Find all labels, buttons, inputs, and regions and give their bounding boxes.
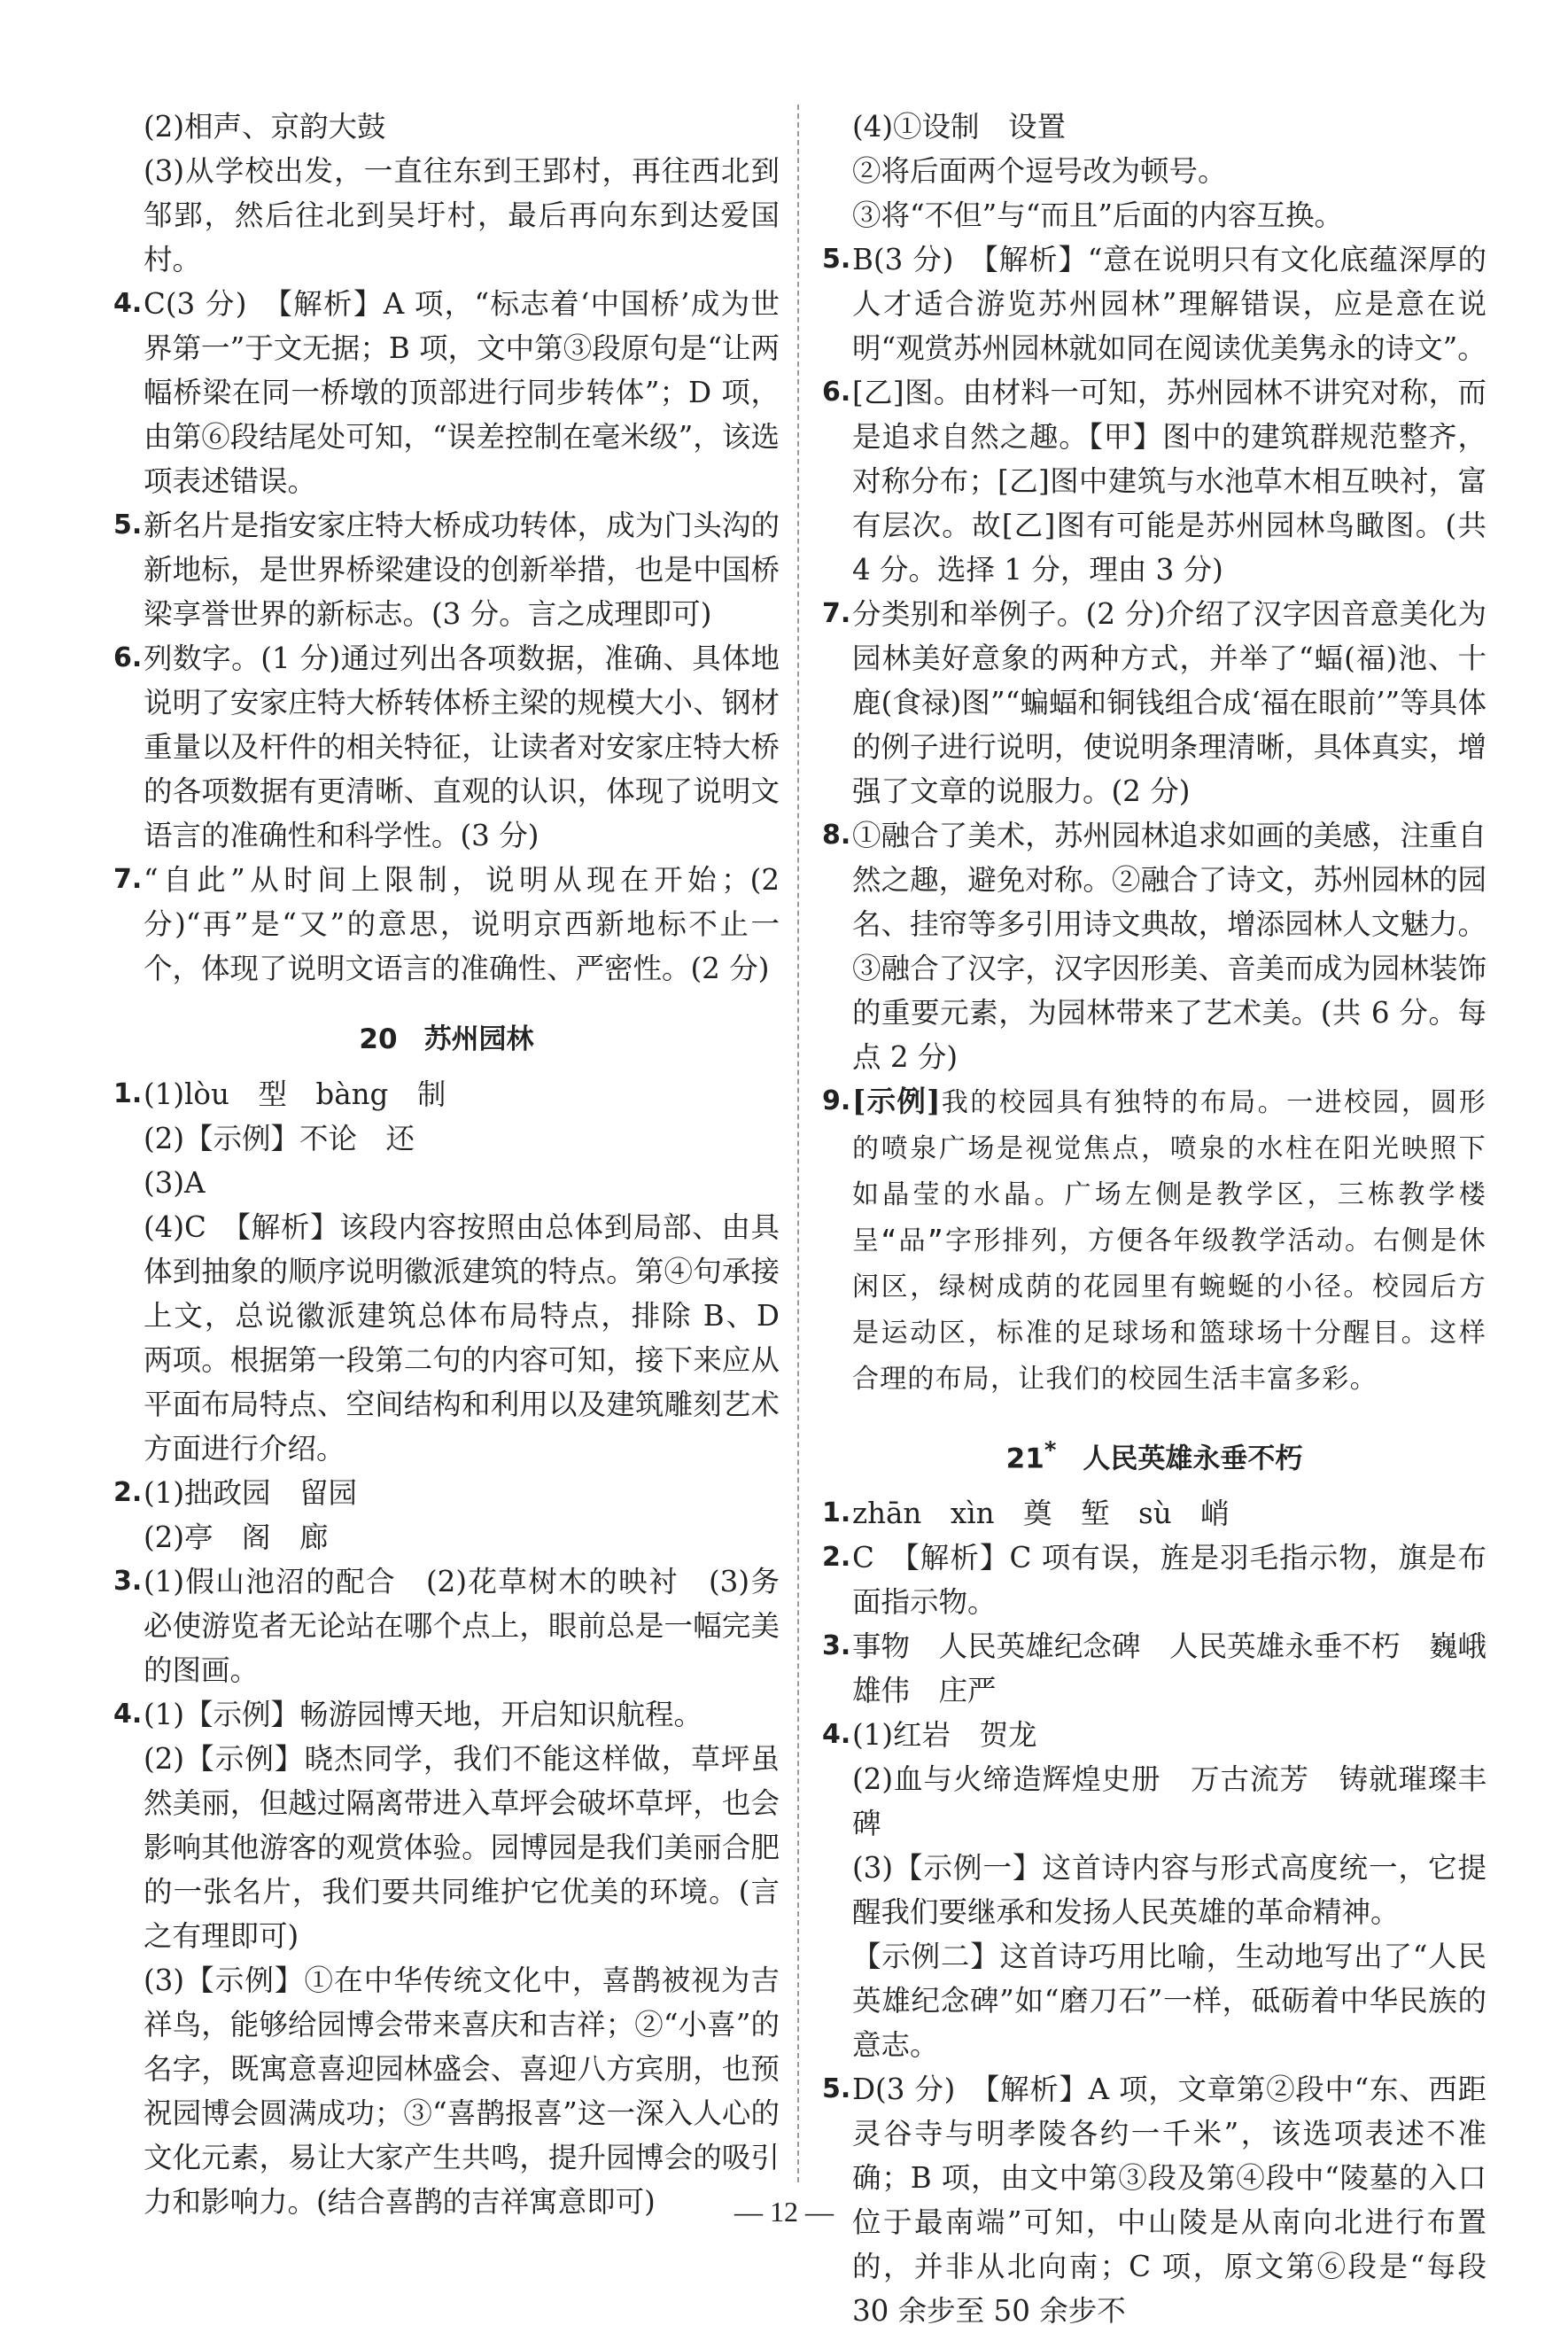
- answer-number: 8.: [822, 820, 851, 851]
- section-title-20: [113, 1017, 780, 1062]
- s19-q-tail: [113, 105, 780, 282]
- answer-number: 2.: [822, 1542, 851, 1574]
- s20-answer-3: [113, 1559, 780, 1692]
- s20-answer-7: [822, 592, 1486, 813]
- s21-answer-1: [822, 1491, 1486, 1536]
- s19-answer-4: [113, 282, 780, 503]
- answer-number: 7.: [113, 864, 143, 895]
- section-title-21: [822, 1428, 1486, 1481]
- s21-answer-2: [822, 1536, 1486, 1624]
- answer-line: (1)红岩 贺龙: [852, 1718, 1037, 1753]
- answer-line: ②将后面两个逗号改为顿号。: [852, 154, 1227, 188]
- s20-answer-6: [822, 370, 1486, 592]
- s19-tail-line-1: (2)相声、京韵大鼓: [144, 110, 386, 144]
- section-name: 苏州园林: [423, 1023, 534, 1055]
- answer-number: 5.: [822, 2073, 851, 2105]
- answer-line: (2)【示例】晓杰同学，我们不能这样做，草坪虽然美丽，但越过隔离带进入草坪会破坏草坪，也会影响其他游客的观赏体验。园博园是我们美丽合肥的一张名片，我们要共同维护它优美的环境。(言之有理即可): [144, 1742, 780, 1953]
- answer-text: 新名片是指安家庄特大桥成功转体，成为门头沟的新地标，是世界桥梁建设的创新举措，也是中国桥梁享誉世界的新标志。(3 分。言之成理即可): [144, 509, 780, 631]
- column-divider: [797, 105, 799, 2182]
- answer-number: 6.: [822, 377, 851, 408]
- answer-line: (3)A: [144, 1166, 206, 1200]
- answer-line: 【示例二】这首诗巧用比喻，生动地写出了“人民英雄纪念碑”如“磨刀石”一样，砥砺着中华民族的意志。: [852, 1940, 1486, 2063]
- answer-line: (3)【示例】①在中华传统文化中，喜鹊被视为吉祥鸟，能够给园博会带来喜庆和吉祥；②“小喜”的名字，既寓意喜迎园林盛会、喜迎八方宾朋，也预祝园博会圆满成功；③“喜鹊报喜”这一深入人心的文化元素，易让大家产生共鸣，提升园博会的吸引力和影响力。(结合喜鹊的吉祥寓意即可): [144, 1964, 780, 2219]
- answer-line: (4)①设制 设置: [852, 110, 1067, 144]
- section-number: 21: [1005, 1443, 1044, 1475]
- answer-number: 1.: [822, 1497, 851, 1529]
- answer-line: C 【解析】C 项有误，旌是羽毛指示物，旗是布面指示物。: [852, 1541, 1486, 1620]
- section-star: *: [1044, 1437, 1057, 1464]
- answer-text: ①融合了美术，苏州园林追求如画的美感，注重自然之趣，避免对称。②融合了诗文，苏州园林的园名、挂帘等多引用诗文典故，增添园林人文魅力。③融合了汉字，汉字因形美、音美而成为园林装饰的重要元素，为园林带来了艺术美。(共 6 分。每点 2 分): [852, 819, 1486, 1074]
- answer-number: 5.: [113, 509, 143, 540]
- answer-line: (2)亭 阁 廊: [144, 1520, 329, 1554]
- answer-number: 3.: [822, 1630, 851, 1662]
- answer-line: (2)【示例】不论 还: [144, 1122, 415, 1155]
- answer-number: 1.: [113, 1078, 143, 1109]
- answer-line: (4)C 【解析】该段内容按照由总体到局部、由具体到抽象的顺序说明徽派建筑的特点。第④句承接上文，总说徽派建筑总体布局特点，排除 B、D 两项。根据第一段第二句的内容可知，接下来应从平面布局特点、空间结构和利用以及建筑雕刻艺术方面进行介绍。: [144, 1210, 780, 1466]
- right-column: [822, 105, 1486, 2333]
- answer-number: 5.: [822, 244, 851, 275]
- answer-line: (2)血与火缔造辉煌史册 万古流芳 铸就璀璨丰碑: [852, 1762, 1486, 1841]
- answer-text: [乙]图。由材料一可知，苏州园林不讲究对称，而是追求自然之趣。【甲】图中的建筑群规范整齐，对称分布；[乙]图中建筑与水池草木相互映衬，富有层次。故[乙]图有可能是苏州园林鸟瞰图。(共 4 分。选择 1 分，理由 3 分): [852, 376, 1486, 587]
- s20-answer-9: [822, 1079, 1486, 1402]
- section-name: 人民英雄永垂不朽: [1083, 1443, 1303, 1475]
- answer-line: (1)lòu 型 bàng 制: [144, 1077, 446, 1111]
- answer-number: 3.: [113, 1566, 143, 1597]
- answer-text: 列数字。(1 分)通过列出各项数据，准确、具体地说明了安家庄特大桥转体桥主梁的规模大小、钢材重量以及杆件的相关特征，让读者对安家庄特大桥的各项数据有更清晰、直观的认识，体现了说明文语言的准确性和科学性。(3 分): [144, 642, 780, 852]
- s21-answer-4: [822, 1713, 1486, 2067]
- page-number: — 12 —: [734, 2196, 834, 2228]
- answer-number: 4.: [113, 1699, 143, 1730]
- answer-line: zhān xìn 奠 堑 sù 峭: [852, 1497, 1230, 1531]
- s20-answer-4: [113, 1692, 780, 2224]
- s20-answer-1: [113, 1072, 780, 1471]
- sample-tag: [示例]: [852, 1084, 941, 1118]
- answer-line: (1)拙政园 留园: [144, 1476, 358, 1510]
- answer-text: B(3 分) 【解析】“意在说明只有文化底蕴深厚的人才适合游览苏州园林”理解错误，应是意在说明“观赏苏州园林就如同在阅读优美隽永的诗文”。: [852, 243, 1486, 365]
- answer-line: (1)【示例】畅游园博天地，开启知识航程。: [144, 1698, 703, 1731]
- s21-answer-3: [822, 1624, 1486, 1713]
- sample-essay: 我的校园具有独特的布局。一进校园，圆形的喷泉广场是视觉焦点，喷泉的水柱在阳光映照下如晶莹的水晶。广场左侧是教学区，三栋教学楼呈“品”字形排列，方便各年级教学活动。右侧是休闲区，绿树成荫的花园里有蜿蜒的小径。校园后方是运动区，标准的足球场和篮球场十分醒目。这样合理的布局，让我们的校园生活丰富多彩。: [852, 1087, 1486, 1395]
- section-number: 20: [359, 1023, 398, 1055]
- answer-line: 事物 人民英雄纪念碑 人民英雄永垂不朽 巍峨雄伟 庄严: [852, 1629, 1486, 1708]
- answer-number: 6.: [113, 642, 143, 673]
- answer-text: 分类别和举例子。(2 分)介绍了汉字因音意美化为园林美好意象的两种方式，并举了“蝠(福)池、十鹿(食禄)图”“蝙蝠和铜钱组合成‘福在眼前’”等具体的例子进行说明，使说明条理清晰，具体真实，增强了文章的说服力。(2 分): [852, 597, 1486, 808]
- answer-number: 4.: [822, 1719, 851, 1751]
- s20-answer-2: [113, 1471, 780, 1559]
- s20-q4-continued: [822, 105, 1486, 237]
- s20-answer-5: [822, 237, 1486, 370]
- s19-tail-line-2: (3)从学校出发，一直往东到王郢村，再往西北到邹郢，然后往北到吴圩村，最后再向东到达爱国村。: [144, 154, 780, 276]
- answer-number: 9.: [822, 1085, 851, 1116]
- s19-answer-7: [113, 858, 780, 991]
- s19-answer-5: [113, 503, 780, 636]
- s19-answer-6: [113, 636, 780, 858]
- answer-line: D(3 分) 【解析】A 项，文章第②段中“东、西距灵谷寺与明孝陵各约一千米”，该选项表述不准确；B 项，由文中第③段及第④段中“陵墓的入口位于最南端”可知，中山陵是从南向北进行布置的，并非从北向南；C 项，原文第⑥段是“每段 30 余步至 50 余步不: [852, 2072, 1486, 2329]
- answer-line: ③将“不但”与“而且”后面的内容互换。: [852, 198, 1343, 232]
- answer-line: (1)假山池沼的配合 (2)花草树木的映衬 (3)务必使游览者无论站在哪个点上，眼前总是一幅完美的图画。: [144, 1565, 780, 1687]
- answer-line: (3)【示例一】这首诗内容与形式高度统一，它提醒我们要继承和发扬人民英雄的革命精神。: [852, 1851, 1486, 1930]
- s20-answer-8: [822, 813, 1486, 1079]
- answer-number: 4.: [113, 288, 143, 319]
- answer-text: “自此”从时间上限制，说明从现在开始；(2 分)“再”是“又”的意思，说明京西新地标不止一个，体现了说明文语言的准确性、严密性。(2 分): [144, 863, 780, 985]
- answer-number: 7.: [822, 598, 851, 629]
- left-column: [113, 105, 780, 2224]
- answer-text: C(3 分) 【解析】A 项，“标志着‘中国桥’成为世界第一”于文无据；B 项，文中第③段原句是“让两幅桥梁在同一桥墩的顶部进行同步转体”；D 项，由第⑥段结尾处可知，“误差控制在毫米级”，该选项表述错误。: [144, 287, 780, 498]
- answer-number: 2.: [113, 1477, 143, 1508]
